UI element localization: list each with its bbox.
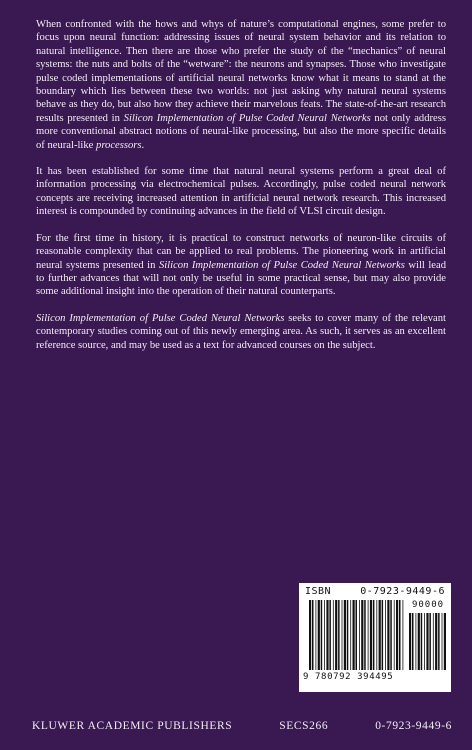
- publisher-name: KLUWER ACADEMIC PUBLISHERS: [32, 720, 233, 732]
- barcode-bar: [424, 613, 425, 670]
- italic-run: Silicon Implementation of Pulse Coded Neural Networks: [158, 259, 405, 271]
- barcode-bar: [444, 613, 446, 670]
- text-run: For the first time in history, it is practical to construct networks of neuron-like circuits of reasonable complexity that can be applied to real problems. The pioneering work in artificial neural systems presented in: [36, 232, 446, 271]
- isbn-barcode: [299, 583, 451, 692]
- barcode-bar: [435, 613, 437, 670]
- barcode-bar: [379, 600, 381, 670]
- barcode-bar: [350, 600, 351, 670]
- description-text: [36, 18, 446, 365]
- barcode-bar: [376, 600, 377, 670]
- barcode-bar: [433, 613, 434, 670]
- footer: [32, 720, 452, 732]
- barcode-bar: [382, 600, 384, 670]
- barcode-bar: [342, 600, 343, 670]
- barcode-bar: [390, 600, 392, 670]
- barcode-bar: [335, 600, 337, 670]
- text-run: .: [141, 139, 145, 151]
- barcode-bar: [370, 600, 372, 670]
- barcode-bar: [394, 600, 395, 670]
- barcode-bar: [312, 600, 314, 670]
- text-run: It has been established for some time that natural neural systems perform a great deal of information processing via electrochemical pulses. Accordingly, pulse coded neural network concepts are receiving increased attention in artificial neural network research. This increased interest is compounded by continuing advances in the field of VLSI circuit design.: [36, 166, 446, 218]
- barcode-bar: [438, 613, 440, 670]
- barcode-bar: [387, 600, 389, 670]
- barcode-bar: [326, 600, 328, 670]
- barcode-bars-main: [309, 600, 405, 670]
- barcode-bar: [338, 600, 340, 670]
- italic-run: Silicon Implementation of Pulse Coded Neural Networks: [36, 312, 285, 324]
- barcode-bar: [329, 600, 331, 670]
- barcode-bar: [347, 600, 349, 670]
- barcode-bar: [418, 613, 420, 670]
- barcode-bar: [359, 600, 360, 670]
- barcode-bar: [412, 613, 414, 670]
- text-run: will lead to further advances that will not only be useful in some practical sense, but may also provide some additional insight into the operation of their natural counterparts.: [36, 259, 447, 298]
- barcode-bar: [364, 600, 366, 670]
- barcode-bar: [442, 613, 443, 670]
- text-run: When confronted with the hows and whys of nature’s computational engines, some prefer to focus upon neural function: addressing issues of neural system behavior and its relation to natural intelligence. Then there are those who prefer the study of the “mechanics” of neural systems: the nuts and bolts of the “wetware”: the neurons and synapses. Those who investigate pulse coded implementations of artificial neural networks know what it means to stand at the boundary which lies between these two worlds: not just asking why natural neural systems behave as they do, but also how they achieve their marvelous feats. The state-of-the-art research results presented in: [36, 19, 446, 124]
- barcode-bar: [344, 600, 346, 670]
- footer-isbn: 0-7923-9449-6: [375, 720, 452, 732]
- barcode-bar: [316, 600, 317, 670]
- paragraph-3: [36, 232, 446, 299]
- barcode-bar: [353, 600, 355, 670]
- barcode-bar: [426, 613, 428, 670]
- text-run: seeks to cover many of the relevant contemporary studies coming out of this newly emerging area. As such, it serves as an excellent reference source, and may be used as a text for advanced courses on the subject.: [36, 312, 447, 351]
- italic-run: Silicon Implementation of Pulse Coded Neural Networks: [123, 112, 371, 124]
- barcode-bar: [421, 613, 423, 670]
- barcode-bar: [309, 600, 311, 670]
- barcode-bar: [321, 600, 323, 670]
- ean-digits: 9 780792 394495: [303, 672, 394, 682]
- isbn-line: [305, 586, 445, 597]
- barcode-bar: [396, 600, 398, 670]
- barcode-bar: [356, 600, 358, 670]
- paragraph-1: [36, 18, 446, 152]
- barcode-bar: [318, 600, 320, 670]
- series-code: SECS266: [279, 720, 329, 732]
- barcode-bar: [324, 600, 325, 670]
- barcode-bar: [368, 600, 369, 670]
- barcode-bar: [333, 600, 334, 670]
- barcode-bar: [385, 600, 386, 670]
- isbn-number: 0-7923-9449-6: [360, 586, 445, 597]
- text-run: not only address more conventional abstract notions of neural-like processing, but also the more specific details of neural-like: [36, 112, 447, 151]
- barcode-bar: [416, 613, 417, 670]
- italic-run: processors: [96, 139, 142, 151]
- barcode-bar: [373, 600, 375, 670]
- barcode-bar: [429, 613, 431, 670]
- isbn-label: ISBN: [305, 586, 332, 597]
- paragraph-2: [36, 165, 446, 219]
- barcode-bar: [403, 600, 404, 670]
- barcode-bars-addon: [409, 613, 447, 670]
- barcode-bar: [399, 600, 401, 670]
- barcode-bar: [409, 613, 411, 670]
- barcode-bar: [361, 600, 363, 670]
- paragraph-4: [36, 312, 446, 352]
- addon-digits: 90000: [411, 600, 445, 610]
